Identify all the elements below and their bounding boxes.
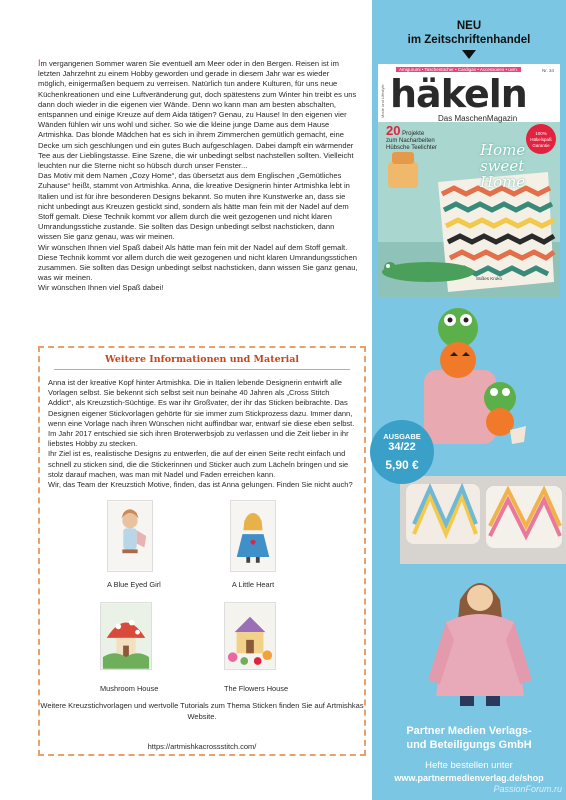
- thumb-blue-eyed-girl: [107, 500, 153, 572]
- thumb-mushroom-house: [100, 602, 152, 670]
- info-paragraph-3: Wir, das Team der Kreuzstich Motive, finden, das ist Anna gelungen. Finden Sie nicht auch?: [48, 480, 353, 490]
- shop-link[interactable]: www.partnermedienverlag.de/shop: [394, 773, 544, 783]
- price-badge-issue: 34/22: [388, 441, 416, 453]
- zeitschriftenhandel-label: im Zeitschriftenhandel: [407, 34, 531, 46]
- price-badge: [370, 420, 434, 484]
- info-paragraph-1: Anna ist der kreative Kopf hinter Artmishka. Die in Italien lebende Designerin entwirft alle Vorlagen selbst. Sie bekennt sich selbst seit nun beinahe 40 Jahren als „Cross Stitch Addict“, als Kreuzstich-Süchtige. Es war ihr Großvater, der ihr das Sticken beibrachte. Das Designen eigener Stickvorlagen gehörte für sie immer zum Stickprozess dazu. Immer dann, wenn eine Vorlage nach ihren Wünschen nicht auffindbar war, entwarf sie diese eben selbst. Im Jahr 2017 entschied sie sich ihren Broterwerbsjob zu verlassen und die Zeit lieber in ihr liebstes Hobby zu stecken.: [48, 378, 355, 449]
- cover-side-text: Mode und Lifestyle: [380, 84, 385, 118]
- magazine-subtitle: Das MaschenMagazin: [438, 114, 518, 123]
- sweater-model-photo: [420, 570, 540, 706]
- neu-label: NEU: [456, 20, 482, 32]
- publisher-name-line1: Partner Medien Verlags-: [406, 725, 532, 737]
- artmishka-link[interactable]: https://artmishkacrossstitch.com/: [147, 742, 257, 751]
- watermark: PassionForum.ru: [493, 784, 562, 794]
- flowers-house-image: [225, 603, 275, 669]
- order-text: Hefte bestellen unter: [425, 760, 513, 771]
- thumb-flowers-house: [224, 602, 276, 670]
- arrow-down-icon: [462, 50, 476, 59]
- info-divider: [54, 369, 350, 370]
- price-badge-label: AUSGABE: [383, 432, 421, 441]
- little-heart-image: [231, 501, 275, 571]
- info-text: [48, 378, 356, 490]
- blue-eyed-girl-image: [108, 501, 152, 571]
- cover-strip-text: Amigurumi • Taschentücher • Cardigan • Accessoires • uvm.: [396, 67, 521, 72]
- sweater-image: [420, 570, 540, 706]
- cover-footer-text: Süßes Kroko: [476, 276, 503, 281]
- article-body: [38, 58, 358, 294]
- article-paragraph-4: Wir wünschen Ihnen viel Spaß dabei!: [38, 283, 164, 293]
- publisher-block: [372, 724, 566, 783]
- info-paragraph-2: Ihr Ziel ist es, realistische Designs zu entwerfen, die auf der einen Seite recht einfach und schnell zu sticken sind, die die Stickerinnen und Sticker auch zum Lächeln bringen und sie stolz darauf machen, was man mit Nadel und Faden erreichen kann.: [48, 449, 349, 479]
- thumb-label-little-heart: A Little Heart: [231, 580, 275, 589]
- pillows-image: [400, 476, 566, 564]
- drop-cap: I: [38, 58, 41, 68]
- article-paragraph-2: Das Motiv mit dem Namen „Cozy Home“, das übersetzt aus dem Englischen „Gemütliches Zuhause“ heißt, stammt von Artmishka. Anna, die kreative Designerin hinter Artmishka lebt in Italien und ist für ihre besonderen Designs bekannt. So muten ihre Kunstwerke an, dass sie nicht unbedingt aus Kreuzen gestickt sind, sondern als hätte man fein mit der Nadel auf dem Stoff gemalt. Diese Technik kommt vor allem durch die weit gezogenen und nicht klaren Umrandungsstiche zustande. Sie sollten das Design unbedingt selbst nachsticken, dann wissen Sie ganz genau, was wir meinen.: [38, 171, 350, 242]
- publisher-name-line2: und Beteiligungs GmbH: [406, 739, 532, 751]
- projects-label: Projekte: [402, 131, 425, 137]
- new-in-stores-heading: [372, 19, 566, 47]
- thumb-little-heart: [230, 500, 276, 572]
- mushroom-house-image: [101, 603, 151, 669]
- thumb-label-flowers-house: The Flowers House: [224, 684, 289, 693]
- cover-headline-line1: Home: [480, 141, 526, 159]
- cover-teaser: Hübsche Teelichter: [386, 145, 437, 151]
- projects-sub: zum Nacharbeiten: [386, 138, 435, 144]
- cover-issue-number: Nr. 34: [541, 68, 554, 73]
- price-badge-amount: 5,90 €: [385, 458, 419, 472]
- frog-amigurumi-photo: [414, 300, 530, 450]
- info-box: [38, 346, 366, 756]
- projects-count: 20: [386, 123, 401, 138]
- cover-projects-teaser: [386, 123, 437, 152]
- pillows-photo: [400, 476, 566, 564]
- cover-headline-line2: sweet Home: [480, 157, 526, 191]
- article-paragraph-1: [38, 58, 358, 171]
- thumb-label-mushroom-house: Mushroom House: [100, 684, 159, 693]
- frog-photo-image: [414, 300, 530, 450]
- info-footer-note: Weitere Kreuzstichvorlagen und wertvolle Tutorials zum Thema Sticken finden Sie auf Artmishkas Website.: [40, 701, 364, 721]
- magazine-cover[interactable]: [378, 64, 560, 297]
- guarantee-badge: 100% Häkelspaß Garantie: [526, 124, 556, 154]
- sidebar-ad: [372, 0, 566, 800]
- thumb-label-blue-eyed-girl: A Blue Eyed Girl: [107, 580, 161, 589]
- article-paragraph-3: Wir wünschen Ihnen viel Spaß dabei! Als hätte man fein mit der Nadel auf dem Stoff gemalt. Diese Technik kommt vor allem durch die weit gezogenen und nicht klaren Umrandungsstichen zusammen. Sie sollten das Design unbedingt selbst nachsticken, dann wissen Sie ganz genau, was wir meinen.: [38, 242, 358, 283]
- article-text-1: m vergangenen Sommer waren Sie eventuell am Meer oder in den Bergen. Reisen ist im letzten Jahrzehnt zu einem Hobby geworden und gerade in diesem Jahr war es wieder möglich, einigermaßen bequem zu verreisen. Natürlich tun andere Kulturen, für uns neue Küchenkreationen und eine Luftveränderung gut, doch spätestens zum Winter hin treibt es uns dann doch wieder in die eigenen vier Wände. Denn wo kann man am besten abschalten, entspannen und einige Kreuze auf dem Aida tätigen? Genau, zu Hause! In den eigenen vier Wänden fühlen wir uns wohl und sicher. So wie die kleine junge Dame aus dem Hause Artmishka. Das blonde Mädchen hat es sich in ihrem Zimmerchen gemütlich gemacht, eine Decke um sich geschlungen und ein gutes Buch aufgeschlagen. Dabei dampft ein wärmender Tee aus der Lieblingstasse. Eine Szene, die wir unbedingt selbst nachstellen sollten. Vielleicht leuchten nur die Sterne nicht so hübsch durch unser Fenster...: [38, 59, 357, 171]
- info-title: Weitere Informationen und Material: [104, 354, 300, 365]
- magazine-logo: häkeln: [390, 72, 527, 116]
